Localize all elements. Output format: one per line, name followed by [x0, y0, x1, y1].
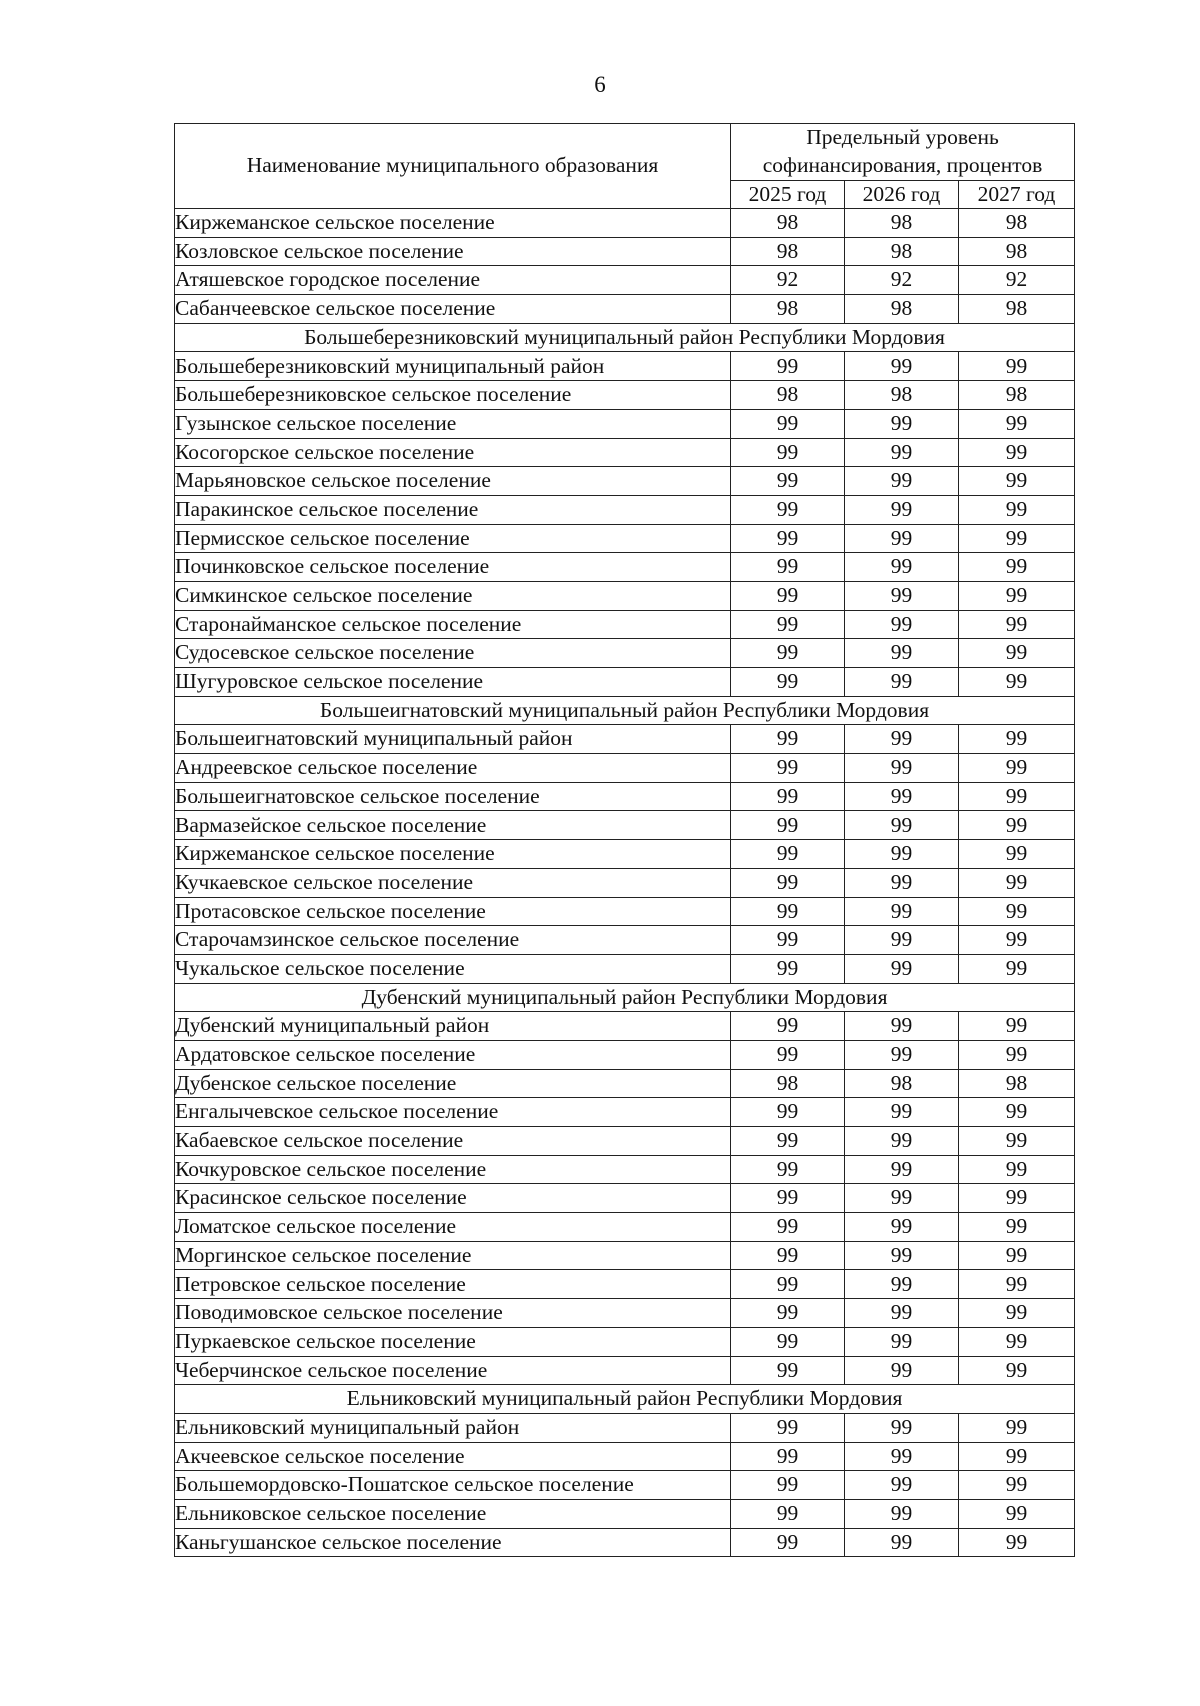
- cofinancing-value-2027: 98: [959, 1069, 1075, 1098]
- table-row: [175, 954, 1075, 983]
- table-row: [175, 467, 1075, 496]
- cofinancing-value-2026: 99: [845, 1098, 959, 1127]
- cofinancing-value-2027: 99: [959, 1040, 1075, 1069]
- municipality-name: Кабаевское сельское поселение: [175, 1127, 731, 1156]
- cofinancing-value-2025: 99: [731, 1127, 845, 1156]
- cofinancing-value-2026: 99: [845, 352, 959, 381]
- municipality-name: Кучкаевское сельское поселение: [175, 868, 731, 897]
- cofinancing-value-2026: 99: [845, 639, 959, 668]
- municipality-name: Андреевское сельское поселение: [175, 754, 731, 783]
- municipality-name: Большеберезниковский муниципальный район: [175, 352, 731, 381]
- cofinancing-value-2026: 99: [845, 1528, 959, 1557]
- cofinancing-value-2027: 99: [959, 1241, 1075, 1270]
- cofinancing-value-2026: 99: [845, 581, 959, 610]
- table-row: [175, 237, 1075, 266]
- municipality-name: Дубенское сельское поселение: [175, 1069, 731, 1098]
- cofinancing-value-2027: 99: [959, 1213, 1075, 1242]
- cofinancing-value-2027: 99: [959, 524, 1075, 553]
- cofinancing-value-2027: 99: [959, 668, 1075, 697]
- table-row: [175, 495, 1075, 524]
- municipality-name: Большеберезниковское сельское поселение: [175, 381, 731, 410]
- cofinancing-value-2026: 99: [845, 1184, 959, 1213]
- cofinancing-value-2025: 98: [731, 1069, 845, 1098]
- table-row: [175, 639, 1075, 668]
- cofinancing-value-2027: 99: [959, 352, 1075, 381]
- municipality-name: Протасовское сельское поселение: [175, 897, 731, 926]
- table-row: [175, 1327, 1075, 1356]
- cofinancing-value-2026: 99: [845, 438, 959, 467]
- cofinancing-value-2026: 99: [845, 782, 959, 811]
- cofinancing-value-2027: 99: [959, 1012, 1075, 1041]
- municipality-name: Симкинское сельское поселение: [175, 581, 731, 610]
- cofinancing-value-2025: 99: [731, 581, 845, 610]
- cofinancing-value-2026: 99: [845, 954, 959, 983]
- table-row: [175, 1499, 1075, 1528]
- municipality-name: Чеберчинское сельское поселение: [175, 1356, 731, 1385]
- municipality-name: Енгалычевское сельское поселение: [175, 1098, 731, 1127]
- municipality-name: Косогорское сельское поселение: [175, 438, 731, 467]
- cofinancing-value-2025: 99: [731, 352, 845, 381]
- table-row: [175, 1184, 1075, 1213]
- cofinancing-value-2026: 99: [845, 868, 959, 897]
- cofinancing-value-2027: 98: [959, 295, 1075, 324]
- cofinancing-value-2025: 99: [731, 438, 845, 467]
- cofinancing-value-2027: 99: [959, 610, 1075, 639]
- municipality-name: Большеигнатовское сельское поселение: [175, 782, 731, 811]
- cofinancing-value-2026: 99: [845, 467, 959, 496]
- municipality-name: Судосевское сельское поселение: [175, 639, 731, 668]
- cofinancing-value-2025: 99: [731, 926, 845, 955]
- table-row: [175, 754, 1075, 783]
- municipality-name: Марьяновское сельское поселение: [175, 467, 731, 496]
- cofinancing-value-2026: 99: [845, 1413, 959, 1442]
- cofinancing-value-2027: 99: [959, 438, 1075, 467]
- cofinancing-value-2025: 99: [731, 1471, 845, 1500]
- cofinancing-value-2027: 99: [959, 1413, 1075, 1442]
- cofinancing-value-2025: 99: [731, 754, 845, 783]
- cofinancing-value-2027: 99: [959, 1155, 1075, 1184]
- table-row: [175, 811, 1075, 840]
- cofinancing-value-2025: 99: [731, 868, 845, 897]
- cofinancing-value-2025: 99: [731, 782, 845, 811]
- cofinancing-value-2026: 99: [845, 1127, 959, 1156]
- cofinancing-value-2026: 99: [845, 1299, 959, 1328]
- municipality-name: Большеигнатовский муниципальный район: [175, 725, 731, 754]
- municipality-name: Поводимовское сельское поселение: [175, 1299, 731, 1328]
- cofinancing-value-2026: 99: [845, 1155, 959, 1184]
- cofinancing-value-2026: 98: [845, 237, 959, 266]
- table-row: [175, 1040, 1075, 1069]
- cofinancing-value-2025: 99: [731, 1270, 845, 1299]
- cofinancing-value-2027: 99: [959, 1270, 1075, 1299]
- cofinancing-value-2027: 98: [959, 209, 1075, 238]
- municipality-name: Козловское сельское поселение: [175, 237, 731, 266]
- table-row: [175, 1471, 1075, 1500]
- cofinancing-value-2026: 99: [845, 897, 959, 926]
- cofinancing-value-2026: 99: [845, 610, 959, 639]
- cofinancing-value-2025: 99: [731, 495, 845, 524]
- cofinancing-value-2027: 99: [959, 782, 1075, 811]
- table-row: [175, 1356, 1075, 1385]
- cofinancing-value-2026: 99: [845, 409, 959, 438]
- table-row: [175, 1413, 1075, 1442]
- table-row: [175, 1012, 1075, 1041]
- cofinancing-value-2027: 99: [959, 467, 1075, 496]
- cofinancing-value-2025: 99: [731, 1155, 845, 1184]
- cofinancing-value-2025: 99: [731, 409, 845, 438]
- municipality-name: Шугуровское сельское поселение: [175, 668, 731, 697]
- cofinancing-value-2025: 99: [731, 954, 845, 983]
- cofinancing-value-2025: 99: [731, 1098, 845, 1127]
- year-header: 2027 год: [959, 181, 1075, 209]
- municipality-name: Старочамзинское сельское поселение: [175, 926, 731, 955]
- cofinancing-value-2027: 98: [959, 237, 1075, 266]
- cofinancing-value-2027: 99: [959, 1299, 1075, 1328]
- table-row: [175, 1069, 1075, 1098]
- cofinancing-value-2025: 98: [731, 381, 845, 410]
- cofinancing-value-2027: 99: [959, 1127, 1075, 1156]
- table-row: [175, 1127, 1075, 1156]
- cofinancing-value-2025: 99: [731, 840, 845, 869]
- cofinancing-value-2026: 98: [845, 381, 959, 410]
- table-row: [175, 868, 1075, 897]
- municipality-name: Гузынское сельское поселение: [175, 409, 731, 438]
- table-row: [175, 1155, 1075, 1184]
- table-row: [175, 409, 1075, 438]
- table-row: [175, 897, 1075, 926]
- municipality-name: Пуркаевское сельское поселение: [175, 1327, 731, 1356]
- cofinancing-value-2027: 99: [959, 1471, 1075, 1500]
- cofinancing-value-2027: 99: [959, 725, 1075, 754]
- cofinancing-value-2027: 92: [959, 266, 1075, 295]
- municipality-name: Киржеманское сельское поселение: [175, 209, 731, 238]
- district-title: Дубенский муниципальный район Республики Мордовия: [175, 983, 1075, 1012]
- cofinancing-value-2027: 99: [959, 868, 1075, 897]
- table-row: [175, 1442, 1075, 1471]
- table-row: [175, 1098, 1075, 1127]
- cofinancing-value-2027: 99: [959, 639, 1075, 668]
- municipality-name: Моргинское сельское поселение: [175, 1241, 731, 1270]
- table-row: [175, 295, 1075, 324]
- municipality-name: Петровское сельское поселение: [175, 1270, 731, 1299]
- district-header-row: [175, 983, 1075, 1012]
- municipality-name: Красинское сельское поселение: [175, 1184, 731, 1213]
- cofinancing-value-2025: 98: [731, 237, 845, 266]
- municipality-name: Большемордовско-Пошатское сельское поселение: [175, 1471, 731, 1500]
- municipality-name: Починковское сельское поселение: [175, 553, 731, 582]
- cofinancing-value-2025: 99: [731, 1442, 845, 1471]
- cofinancing-value-2027: 99: [959, 811, 1075, 840]
- cofinancing-value-2027: 99: [959, 581, 1075, 610]
- cofinancing-value-2025: 99: [731, 1241, 845, 1270]
- cofinancing-value-2025: 99: [731, 1299, 845, 1328]
- district-title: Большеигнатовский муниципальный район Республики Мордовия: [175, 696, 1075, 725]
- table-row: [175, 782, 1075, 811]
- municipality-name: Акчеевское сельское поселение: [175, 1442, 731, 1471]
- municipality-name: Ельниковский муниципальный район: [175, 1413, 731, 1442]
- cofinancing-value-2027: 99: [959, 926, 1075, 955]
- cofinancing-value-2026: 92: [845, 266, 959, 295]
- table-row: [175, 266, 1075, 295]
- table-row: [175, 1213, 1075, 1242]
- table-row: [175, 209, 1075, 238]
- table-body: [175, 209, 1075, 1557]
- cofinancing-value-2026: 99: [845, 1356, 959, 1385]
- cofinancing-value-2025: 99: [731, 811, 845, 840]
- cofinancing-value-2027: 99: [959, 954, 1075, 983]
- district-title: Большеберезниковский муниципальный район Республики Мордовия: [175, 323, 1075, 352]
- page-number: 6: [594, 72, 606, 97]
- table-row: [175, 840, 1075, 869]
- cofinancing-value-2025: 99: [731, 1499, 845, 1528]
- municipality-name: Старонайманское сельское поселение: [175, 610, 731, 639]
- cofinancing-value-2025: 99: [731, 897, 845, 926]
- cofinancing-value-2026: 99: [845, 668, 959, 697]
- municipality-name: Ельниковское сельское поселение: [175, 1499, 731, 1528]
- cofinancing-value-2025: 99: [731, 610, 845, 639]
- cofinancing-value-2025: 98: [731, 295, 845, 324]
- cofinancing-value-2026: 99: [845, 1012, 959, 1041]
- cofinancing-value-2025: 99: [731, 1528, 845, 1557]
- table-row: [175, 381, 1075, 410]
- cofinancing-value-2026: 98: [845, 1069, 959, 1098]
- cofinancing-value-2026: 99: [845, 524, 959, 553]
- cofinancing-value-2026: 99: [845, 1442, 959, 1471]
- cofinancing-value-2026: 98: [845, 209, 959, 238]
- municipality-name: Дубенский муниципальный район: [175, 1012, 731, 1041]
- municipality-name: Атяшевское городское поселение: [175, 266, 731, 295]
- cofinancing-value-2026: 99: [845, 1040, 959, 1069]
- municipality-name: Кочкуровское сельское поселение: [175, 1155, 731, 1184]
- municipality-name: Паракинское сельское поселение: [175, 495, 731, 524]
- cofinancing-level-header: [731, 124, 1075, 181]
- cofinancing-value-2026: 99: [845, 1213, 959, 1242]
- name-column-header: Наименование муниципального образования: [175, 124, 731, 209]
- table-row: [175, 438, 1075, 467]
- table-row: [175, 668, 1075, 697]
- cofinancing-value-2026: 99: [845, 1471, 959, 1500]
- cofinancing-value-2026: 99: [845, 754, 959, 783]
- municipality-name: Каньгушанское сельское поселение: [175, 1528, 731, 1557]
- cofinancing-value-2027: 99: [959, 1184, 1075, 1213]
- cofinancing-value-2026: 99: [845, 811, 959, 840]
- cofinancing-value-2027: 99: [959, 409, 1075, 438]
- cofinancing-table: [174, 123, 1075, 1557]
- cofinancing-value-2025: 99: [731, 725, 845, 754]
- table-row: [175, 1299, 1075, 1328]
- level-header-line1: Предельный уровень: [806, 125, 999, 150]
- municipality-name: Вармазейское сельское поселение: [175, 811, 731, 840]
- cofinancing-value-2027: 99: [959, 1098, 1075, 1127]
- table-row: [175, 352, 1075, 381]
- cofinancing-value-2027: 99: [959, 1356, 1075, 1385]
- cofinancing-value-2026: 99: [845, 725, 959, 754]
- cofinancing-value-2026: 99: [845, 1241, 959, 1270]
- municipality-name: Чукальское сельское поселение: [175, 954, 731, 983]
- table-row: [175, 524, 1075, 553]
- cofinancing-value-2027: 99: [959, 553, 1075, 582]
- table-row: [175, 926, 1075, 955]
- level-header-line2: софинансирования, процентов: [762, 153, 1043, 177]
- cofinancing-value-2026: 99: [845, 926, 959, 955]
- district-header-row: [175, 1385, 1075, 1414]
- cofinancing-value-2027: 99: [959, 840, 1075, 869]
- cofinancing-value-2027: 99: [959, 1528, 1075, 1557]
- cofinancing-value-2025: 99: [731, 1184, 845, 1213]
- cofinancing-value-2025: 99: [731, 524, 845, 553]
- cofinancing-value-2025: 99: [731, 1327, 845, 1356]
- district-header-row: [175, 696, 1075, 725]
- municipality-name: Ардатовское сельское поселение: [175, 1040, 731, 1069]
- cofinancing-value-2026: 99: [845, 840, 959, 869]
- year-header: 2026 год: [845, 181, 959, 209]
- municipality-name: Киржеманское сельское поселение: [175, 840, 731, 869]
- cofinancing-value-2027: 98: [959, 381, 1075, 410]
- cofinancing-value-2025: 99: [731, 1213, 845, 1242]
- cofinancing-value-2025: 99: [731, 1040, 845, 1069]
- cofinancing-value-2025: 99: [731, 1413, 845, 1442]
- cofinancing-value-2027: 99: [959, 1442, 1075, 1471]
- table-row: [175, 1270, 1075, 1299]
- cofinancing-value-2026: 99: [845, 1499, 959, 1528]
- district-header-row: [175, 323, 1075, 352]
- cofinancing-value-2025: 99: [731, 467, 845, 496]
- table-row: [175, 610, 1075, 639]
- cofinancing-value-2027: 99: [959, 754, 1075, 783]
- table-row: [175, 581, 1075, 610]
- cofinancing-value-2027: 99: [959, 1499, 1075, 1528]
- municipality-name: Сабанчеевское сельское поселение: [175, 295, 731, 324]
- cofinancing-value-2025: 99: [731, 639, 845, 668]
- year-header: 2025 год: [731, 181, 845, 209]
- cofinancing-value-2027: 99: [959, 495, 1075, 524]
- cofinancing-value-2026: 99: [845, 495, 959, 524]
- municipality-name: Пермисское сельское поселение: [175, 524, 731, 553]
- cofinancing-value-2026: 98: [845, 295, 959, 324]
- municipality-name: Ломатское сельское поселение: [175, 1213, 731, 1242]
- cofinancing-value-2025: 92: [731, 266, 845, 295]
- cofinancing-value-2025: 98: [731, 209, 845, 238]
- cofinancing-value-2027: 99: [959, 1327, 1075, 1356]
- cofinancing-value-2026: 99: [845, 553, 959, 582]
- table-row: [175, 725, 1075, 754]
- cofinancing-value-2027: 99: [959, 897, 1075, 926]
- cofinancing-value-2025: 99: [731, 1012, 845, 1041]
- cofinancing-value-2025: 99: [731, 1356, 845, 1385]
- cofinancing-value-2025: 99: [731, 668, 845, 697]
- cofinancing-value-2025: 99: [731, 553, 845, 582]
- cofinancing-value-2026: 99: [845, 1270, 959, 1299]
- table-row: [175, 1241, 1075, 1270]
- table-row: [175, 1528, 1075, 1557]
- district-title: Ельниковский муниципальный район Республики Мордовия: [175, 1385, 1075, 1414]
- table-row: [175, 553, 1075, 582]
- cofinancing-value-2026: 99: [845, 1327, 959, 1356]
